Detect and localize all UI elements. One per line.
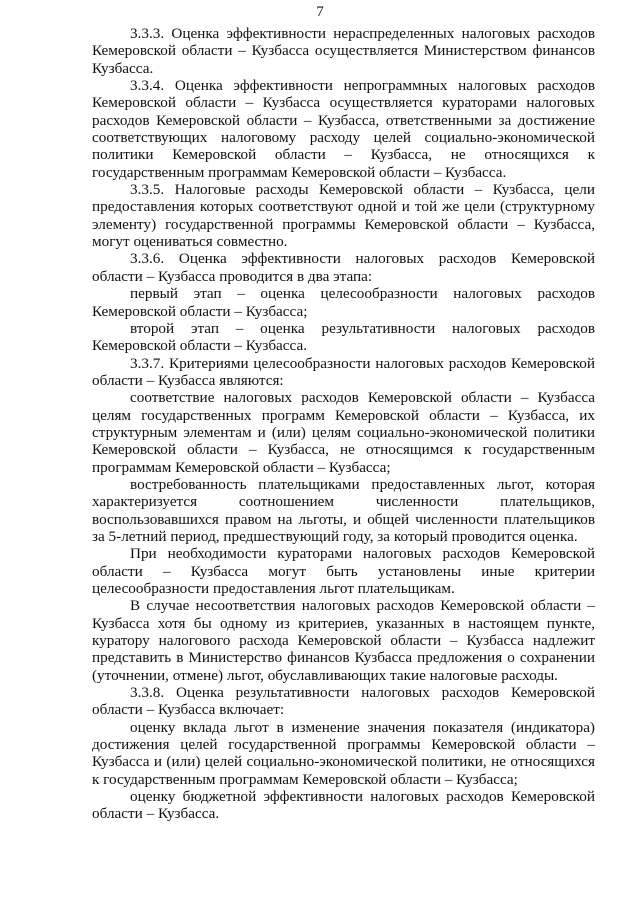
paragraph-contribution-assessment: оценку вклада льгот в изменение значения показателя (индикатора) достижения целей государственной программы Кемеровской области – Кузбасса и (или) целей социально-экономической политики, не относящихся к государственным программам Кемеровской области – Кузбасса; — [92, 718, 595, 788]
paragraph-3-3-7: 3.3.7. Критериями целесообразности налоговых расходов Кемеровской области – Кузбасса являются: — [92, 354, 595, 389]
page-number: 7 — [316, 4, 324, 20]
paragraph-stage-two: второй этап – оценка результативности налоговых расходов Кемеровской области – Кузбасса. — [92, 319, 595, 355]
paragraph-other-criteria: При необходимости кураторами налоговых расходов Кемеровской области – Кузбасса могут быть установлены иные критерии целесообразности предоставления льгот плательщикам. — [92, 545, 595, 597]
paragraph-criterion-demand: востребованность плательщиками предоставленных льгот, которая характеризуется соотношением численности плательщиков, воспользовавшихся правом на льготы, и общей численности плательщиков за 5-летний период, предшествующий году, за который проводится оценка. — [92, 475, 595, 545]
paragraph-3-3-8: 3.3.8. Оценка результативности налоговых расходов Кемеровской области – Кузбасса включает: — [92, 684, 595, 719]
paragraph-budget-efficiency: оценку бюджетной эффективности налоговых расходов Кемеровской области – Кузбасса. — [92, 788, 595, 823]
paragraph-3-3-3: 3.3.3. Оценка эффективности нераспределенных налоговых расходов Кемеровской области – Кузбасса осуществляется Министерством финансов Кузбасса. — [92, 25, 595, 77]
paragraph-3-3-6: 3.3.6. Оценка эффективности налоговых расходов Кемеровской области – Кузбасса проводится в два этапа: — [92, 250, 595, 285]
paragraph-3-3-5: 3.3.5. Налоговые расходы Кемеровской области – Кузбасса, цели предоставления которых соответствуют одной и той же цели (структурному элементу) государственной программы Кемеровской области – Кузбасса, могут оцениваться совместно. — [92, 181, 595, 251]
paragraph-criterion-compliance: соответствие налоговых расходов Кемеровской области – Кузбасса целям государственных программ Кемеровской области – Кузбасса, их структурным элементам и (или) целям социально-экономической политики Кемеровской области – Кузбасса, не относящимся к государственным программам Кемеровской области – Кузбасса; — [92, 389, 595, 476]
paragraph-stage-one: первый этап – оценка целесообразности налоговых расходов Кемеровской области – Кузбасса; — [92, 285, 595, 320]
paragraph-3-3-4: 3.3.4. Оценка эффективности непрограммных налоговых расходов Кемеровской области – Кузбасса осуществляется кураторами налоговых расходов Кемеровской области – Кузбасса, ответственными за достижение соответствующих налоговому расходу целей социально-экономической политики Кемеровской области – Кузбасса, не относящихся к государственным программам Кемеровской области – Кузбасса. — [92, 77, 595, 181]
paragraph-noncompliance: В случае несоответствия налоговых расходов Кемеровской области – Кузбасса хотя бы одному из критериев, указанных в настоящем пункте, куратору налогового расхода Кемеровской области – Кузбасса надлежит представить в Министерство финансов Кузбасса предложения о сохранении (уточнении, отмене) льгот, обуславливающих такие налоговые расходы. — [92, 597, 595, 684]
document-body — [92, 25, 595, 823]
